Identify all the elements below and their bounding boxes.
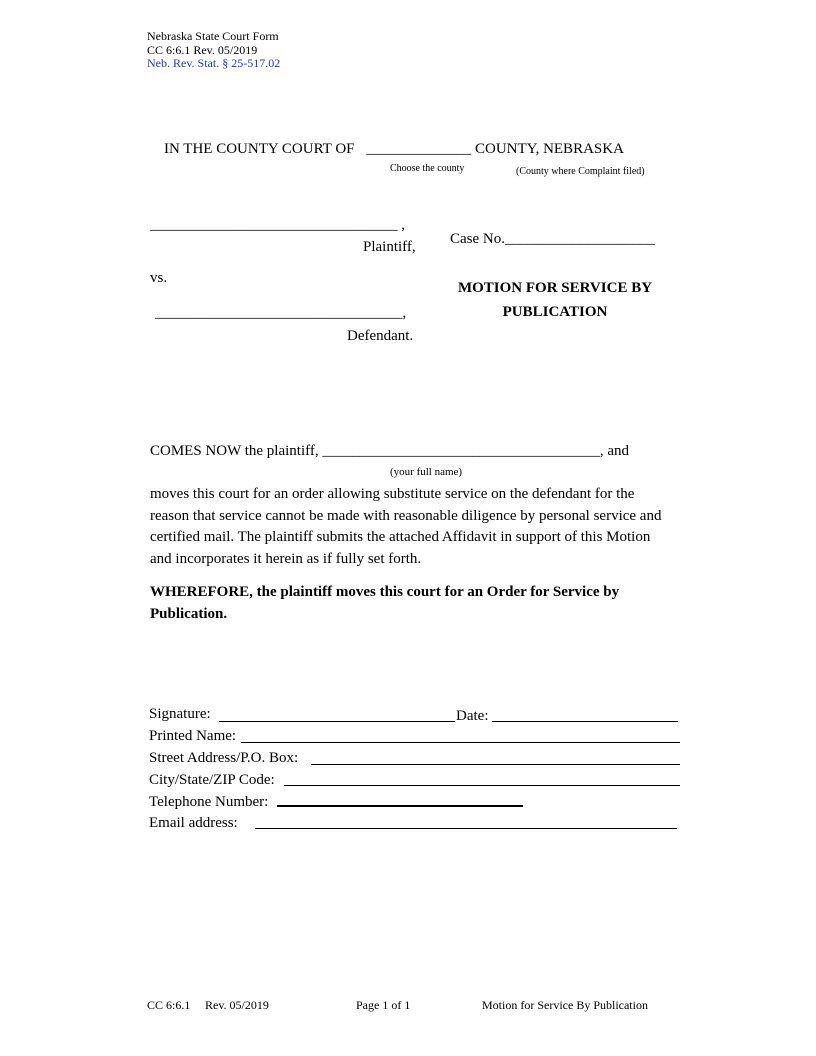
email-label: Email address: bbox=[149, 815, 238, 831]
telephone-line[interactable] bbox=[277, 805, 523, 807]
county-note: (County where Complaint filed) bbox=[516, 166, 645, 177]
vs-label: vs. bbox=[150, 270, 168, 286]
motion-title-line2: PUBLICATION bbox=[502, 304, 608, 320]
city-state-zip-line[interactable] bbox=[284, 785, 680, 786]
signature-label: Signature: bbox=[149, 706, 211, 722]
case-number bbox=[450, 231, 655, 248]
footer-page: Page 1 of 1 bbox=[356, 998, 411, 1012]
defendant-label: Defendant. bbox=[347, 328, 414, 344]
statute-link[interactable]: Neb. Rev. Stat. § 25-517.02 bbox=[147, 56, 281, 70]
court-heading bbox=[164, 141, 624, 158]
comes-now-suffix: , and bbox=[599, 443, 630, 459]
signature-line[interactable] bbox=[219, 721, 455, 722]
street-address-line[interactable] bbox=[311, 764, 680, 765]
comes-now-line bbox=[150, 443, 629, 460]
plaintiff-name-field[interactable]: _________________________________ , bbox=[150, 217, 405, 233]
case-no-label: Case No. bbox=[450, 231, 505, 247]
footer-form-number: CC 6:6.1 bbox=[147, 998, 191, 1012]
form-number: CC 6:6.1 Rev. 05/2019 bbox=[147, 42, 258, 57]
court-suffix: COUNTY, NEBRASKA bbox=[475, 141, 624, 157]
comes-now-prefix: COMES NOW the plaintiff, bbox=[150, 443, 319, 459]
email-line[interactable] bbox=[255, 828, 677, 829]
court-prefix: IN THE COUNTY COURT OF bbox=[164, 141, 355, 157]
county-input[interactable]: ______________ bbox=[366, 141, 472, 157]
form-name: Nebraska State Court Form bbox=[147, 29, 279, 43]
street-address-label: Street Address/P.O. Box: bbox=[149, 750, 299, 766]
footer-revision: Rev. 05/2019 bbox=[205, 998, 269, 1012]
telephone-label: Telephone Number: bbox=[149, 794, 269, 810]
defendant-name-field[interactable]: _________________________________, bbox=[155, 305, 407, 321]
city-state-zip-label: City/State/ZIP Code: bbox=[149, 772, 275, 788]
case-no-input[interactable]: ____________________ bbox=[505, 231, 655, 247]
date-label: Date: bbox=[456, 708, 489, 724]
wherefore-paragraph: WHEREFORE, the plaintiff moves this court for an Order for Service by Publication. bbox=[150, 584, 620, 622]
printed-name-line[interactable] bbox=[241, 742, 680, 743]
motion-paragraph: moves this court for an order allowing substitute service on the defendant for the reason that service cannot be made with reasonable diligence by personal service and certified mail. The plaintiff submits the attached Affidavit in support of this Motion and incorporates it herein as if fully set forth. bbox=[150, 486, 662, 567]
plaintiff-label: Plaintiff, bbox=[363, 239, 416, 255]
full-name-hint: (your full name) bbox=[390, 466, 463, 478]
motion-title-line1: MOTION FOR SERVICE BY bbox=[457, 280, 653, 296]
date-line[interactable] bbox=[492, 721, 678, 722]
footer-title: Motion for Service By Publication bbox=[482, 998, 648, 1012]
county-hint: Choose the county bbox=[390, 163, 465, 174]
plaintiff-full-name-input[interactable]: _____________________________________ bbox=[322, 443, 600, 459]
printed-name-label: Printed Name: bbox=[149, 728, 237, 744]
